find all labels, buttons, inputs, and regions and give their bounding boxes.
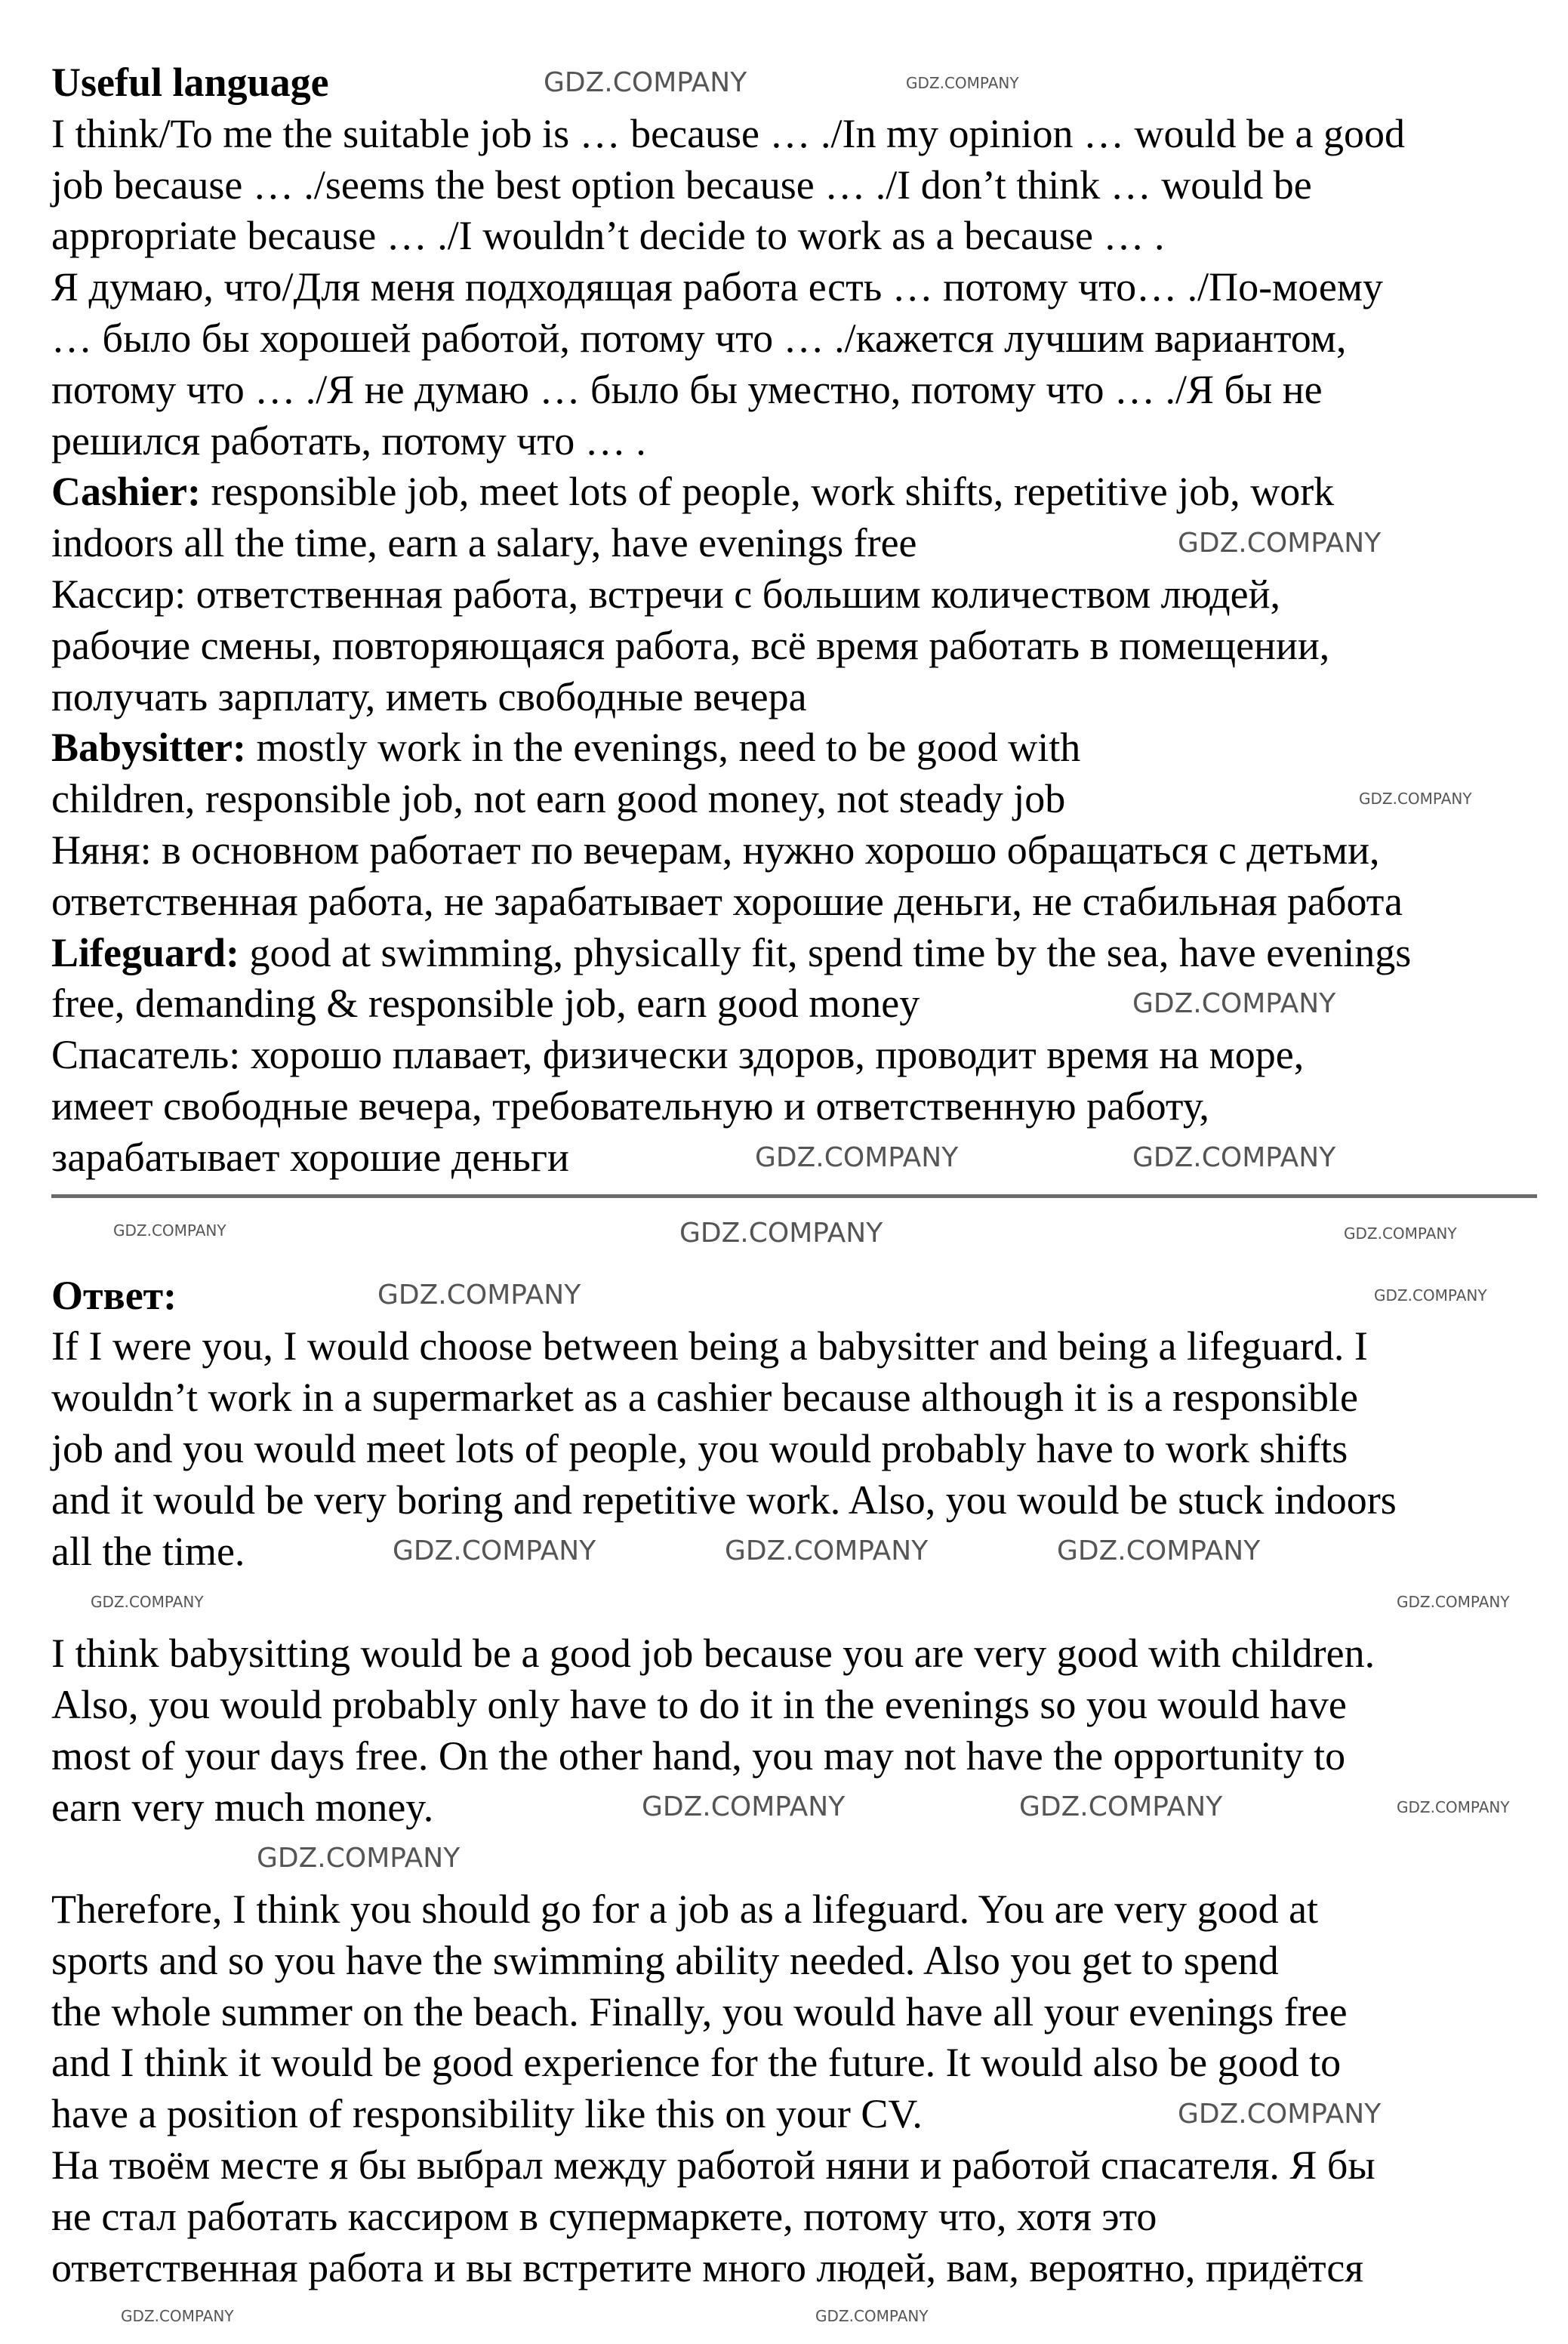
watermark: GDZ.COMPANY — [1132, 988, 1336, 1019]
line-text: решился работать, потому что … . — [51, 417, 646, 464]
line-text: получать зарплату, иметь свободные вечера — [51, 673, 807, 719]
text-line — [51, 569, 1554, 621]
line-text: … было бы хорошей работой, потому что … ./кажется лучшим вариантом, — [51, 315, 1347, 361]
answer-paragraph — [51, 1884, 1554, 2293]
text-line: не стал работать кассиром в супермаркете, потому что, хотя это — [51, 2193, 1157, 2239]
answer-paragraph — [51, 1628, 1554, 1833]
text-line: Therefore, I think you should go for a job as a lifeguard. You are very good at — [51, 1887, 1319, 1933]
text-line: and it would be very boring and repetitive work. Also, you would be stuck indoors — [51, 1477, 1397, 1523]
line-text: children, responsible job, not earn good money, not steady job — [51, 776, 1066, 822]
answer-text — [51, 1321, 1554, 2293]
watermark: GDZ.COMPANY — [1019, 1791, 1223, 1822]
text-line: the whole summer on the beach. Finally, you would have all your evenings free — [51, 1988, 1348, 2034]
text-line — [51, 876, 1554, 928]
line-text: потому что … ./Я не думаю … было бы уместно, потому что … ./Я бы не — [51, 366, 1323, 412]
line-text: I think/To me the suitable job is … because … ./In my opinion … would be a good — [51, 110, 1405, 156]
watermark: GDZ.COMPANY — [679, 1218, 883, 1249]
text-line — [51, 211, 1554, 262]
text-line — [51, 365, 1554, 416]
text-line: sports and so you have the swimming ability needed. Also you get to spend — [51, 1937, 1279, 1983]
text-line — [51, 518, 1554, 569]
line-text: Кассир: ответственная работа, встречи с большим количеством людей, — [51, 571, 1281, 617]
text-line: all the time. — [51, 1528, 245, 1574]
text-line: Also, you would probably only have to do it in the evenings so you would have — [51, 1681, 1347, 1727]
text-line: most of your days free. On the other hand, you may not have the opportunity to — [51, 1733, 1346, 1779]
watermark: GDZ.COMPANY — [755, 1142, 959, 1173]
watermark: GDZ.COMPANY — [544, 67, 747, 98]
text-line — [51, 928, 1554, 979]
text-line — [51, 160, 1554, 211]
line-text: ответственная работа, не зарабатывает хорошие деньги, не стабильная работа — [51, 878, 1403, 924]
text-line — [51, 978, 1554, 1030]
text-line — [51, 1030, 1554, 1081]
text-line — [51, 109, 1554, 160]
line-text: indoors all the time, earn a salary, have evenings free — [51, 520, 917, 566]
watermark: GDZ.COMPANY — [725, 1535, 929, 1566]
text-line — [51, 1081, 1554, 1132]
text-line — [51, 467, 1554, 518]
answer-heading: Ответ: — [51, 1272, 177, 1318]
watermark: GDZ.COMPANY — [1178, 2099, 1382, 2130]
term-label: Cashier: — [51, 469, 201, 515]
text-line — [51, 1132, 1554, 1184]
line-text: рабочие смены, повторяющаяся работа, всё время работать в помещении, — [51, 622, 1330, 668]
line-text: good at swimming, physically fit, spend time by the sea, have evenings — [239, 929, 1412, 975]
watermark: GDZ.COMPANY — [1344, 1224, 1457, 1243]
document-page — [51, 57, 1554, 2293]
line-text: Няня: в основном работает по вечерам, нужно хорошо обращаться с детьми, — [51, 827, 1380, 873]
line-text: job because … ./seems the best option because … ./I don’t think … would be — [51, 162, 1312, 208]
text-line: and I think it would be good experience for the future. It would also be good to — [51, 2040, 1342, 2086]
watermark: GDZ.COMPANY — [91, 1593, 204, 1611]
text-line — [51, 825, 1554, 876]
text-line: job and you would meet lots of people, you would probably have to work shifts — [51, 1425, 1348, 1471]
text-line — [51, 774, 1554, 825]
text-line: have a position of responsibility like this on your CV. — [51, 2091, 923, 2137]
watermark: GDZ.COMPANY — [642, 1791, 846, 1822]
watermark: GDZ.COMPANY — [121, 2307, 234, 2325]
text-line: ответственная работа и вы встретите много людей, вам, вероятно, придётся — [51, 2244, 1364, 2290]
text-line: If I were you, I would choose between being a babysitter and being a lifeguard. I — [51, 1323, 1368, 1369]
text-line — [51, 672, 1554, 723]
watermark: GDZ.COMPANY — [113, 1221, 226, 1240]
text-line: earn very much money. — [51, 1784, 434, 1830]
watermark: GDZ.COMPANY — [1359, 790, 1472, 808]
term-label: Babysitter: — [51, 725, 246, 771]
watermark: GDZ.COMPANY — [1178, 528, 1382, 559]
text-line — [51, 416, 1554, 467]
text-line — [51, 722, 1554, 774]
term-label: Lifeguard: — [51, 929, 239, 975]
line-text: Спасатель: хорошо плавает, физически здоров, проводит время на море, — [51, 1032, 1305, 1078]
line-text: mostly work in the evenings, need to be good with — [245, 725, 1081, 771]
line-text: responsible job, meet lots of people, work shifts, repetitive job, work — [200, 469, 1335, 515]
line-text: зарабатывает хорошие деньги — [51, 1134, 569, 1180]
useful-language-heading: Useful language — [51, 60, 329, 105]
watermark: GDZ.COMPANY — [1397, 1798, 1510, 1816]
line-text: appropriate because … ./I wouldn’t decide to work as a because … . — [51, 213, 1165, 259]
text-line: На твоём месте я бы выбрал между работой няни и работой спасателя. Я бы — [51, 2142, 1375, 2188]
text-line — [51, 313, 1554, 365]
watermark: GDZ.COMPANY — [906, 74, 1019, 92]
line-text: Я думаю, что/Для меня подходящая работа есть … потому что… ./По-моему — [51, 264, 1384, 310]
watermark: GDZ.COMPANY — [1397, 1593, 1510, 1611]
watermark: GDZ.COMPANY — [377, 1280, 581, 1311]
watermark: GDZ.COMPANY — [1057, 1535, 1261, 1566]
answer-paragraph — [51, 1321, 1554, 1577]
watermark: GDZ.COMPANY — [815, 2307, 929, 2325]
text-line: I think babysitting would be a good job because you are very good with children. — [51, 1631, 1375, 1677]
line-text: free, demanding & responsible job, earn good money — [51, 981, 920, 1027]
watermark: GDZ.COMPANY — [257, 1843, 461, 1874]
watermark: GDZ.COMPANY — [1132, 1142, 1336, 1173]
watermark: GDZ.COMPANY — [1374, 1286, 1487, 1304]
line-text: имеет свободные вечера, требовательную и ответственную работу, — [51, 1083, 1209, 1129]
useful-language-list — [51, 109, 1554, 1184]
watermark: GDZ.COMPANY — [393, 1535, 596, 1566]
text-line — [51, 262, 1554, 313]
text-line — [51, 621, 1554, 672]
text-line: wouldn’t work in a supermarket as a cashier because although it is a responsible — [51, 1375, 1359, 1421]
